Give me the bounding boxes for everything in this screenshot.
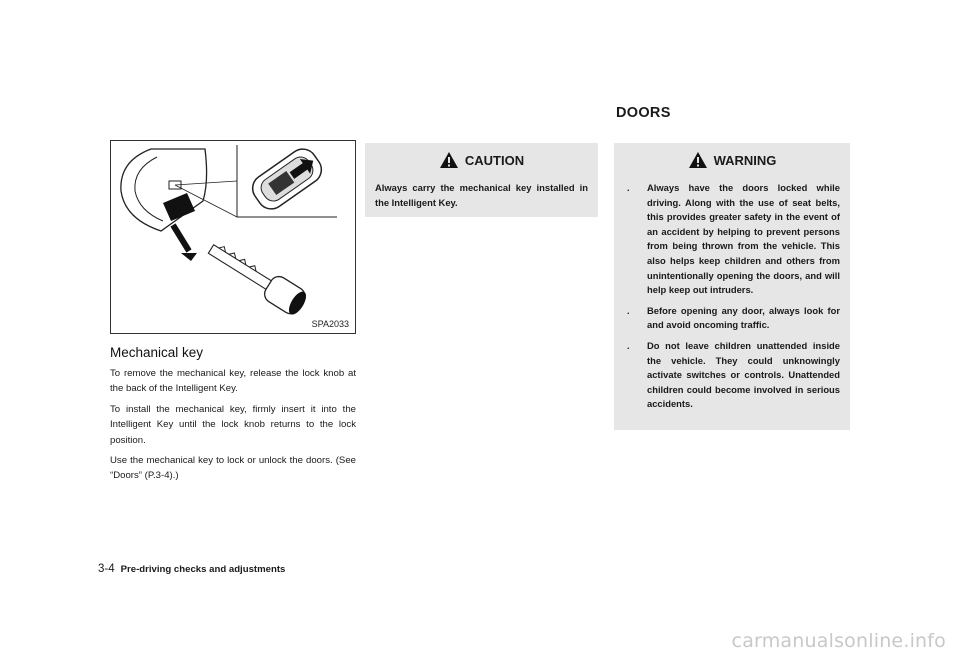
warning-header [614, 143, 850, 177]
paragraph: Use the mechanical key to lock or unlock the doors. (See “Doors” (P.3-4).) [110, 455, 356, 482]
page-footer [98, 563, 285, 575]
list-item [624, 339, 840, 412]
chapter-title: Pre-driving checks and adjustments [120, 564, 286, 575]
warning-title: WARNING [713, 152, 777, 168]
caution-header [365, 143, 598, 177]
bullet: . [627, 304, 630, 316]
mechanical-key-heading: Mechanical key [110, 345, 204, 360]
warning-triangle-icon [688, 151, 708, 169]
caution-title: CAUTION [464, 152, 525, 168]
caution-text: Always carry the mechanical key installed in the Intelligent Key. [375, 182, 588, 208]
caution-box [365, 143, 598, 217]
warning-item-text: Do not leave children unattended inside the vehicle. They could unknowingly activate switches or controls. Unattended children could become involved in serious accidents. [647, 339, 840, 410]
section-title: DOORS [616, 105, 671, 121]
page-number: 3-4 [98, 563, 115, 575]
warning-item-text: Always have the doors locked while driving. Along with the use of seat belts, this provides greater safety in the event of an accident by helping to prevent persons from being thrown from the vehicle. This also helps keep children and others from unintentionally opening the doors, and will help keep out intruders. [647, 182, 840, 296]
list-item [624, 181, 840, 298]
warning-item-text: Before opening any door, always look for and avoid oncoming traffic. [647, 304, 840, 331]
warning-triangle-icon [439, 151, 459, 169]
key-illustration [110, 140, 356, 334]
list-item [624, 304, 840, 333]
warning-list [614, 181, 850, 412]
mechanical-key-section [110, 345, 356, 489]
bullet: . [627, 182, 630, 193]
warning-box [614, 143, 850, 430]
paragraph: To remove the mechanical key, release the lock knob at the back of the Intelligent Key. [110, 368, 356, 395]
bullet: . [627, 339, 630, 351]
paragraph: To install the mechanical key, firmly insert it into the Intelligent Key until the lock knob returns to the lock position. [110, 403, 356, 446]
watermark: carmanualsonline.info [731, 630, 946, 652]
figure-code: SPA2033 [311, 319, 349, 329]
intelligent-key-drawing [111, 141, 355, 333]
